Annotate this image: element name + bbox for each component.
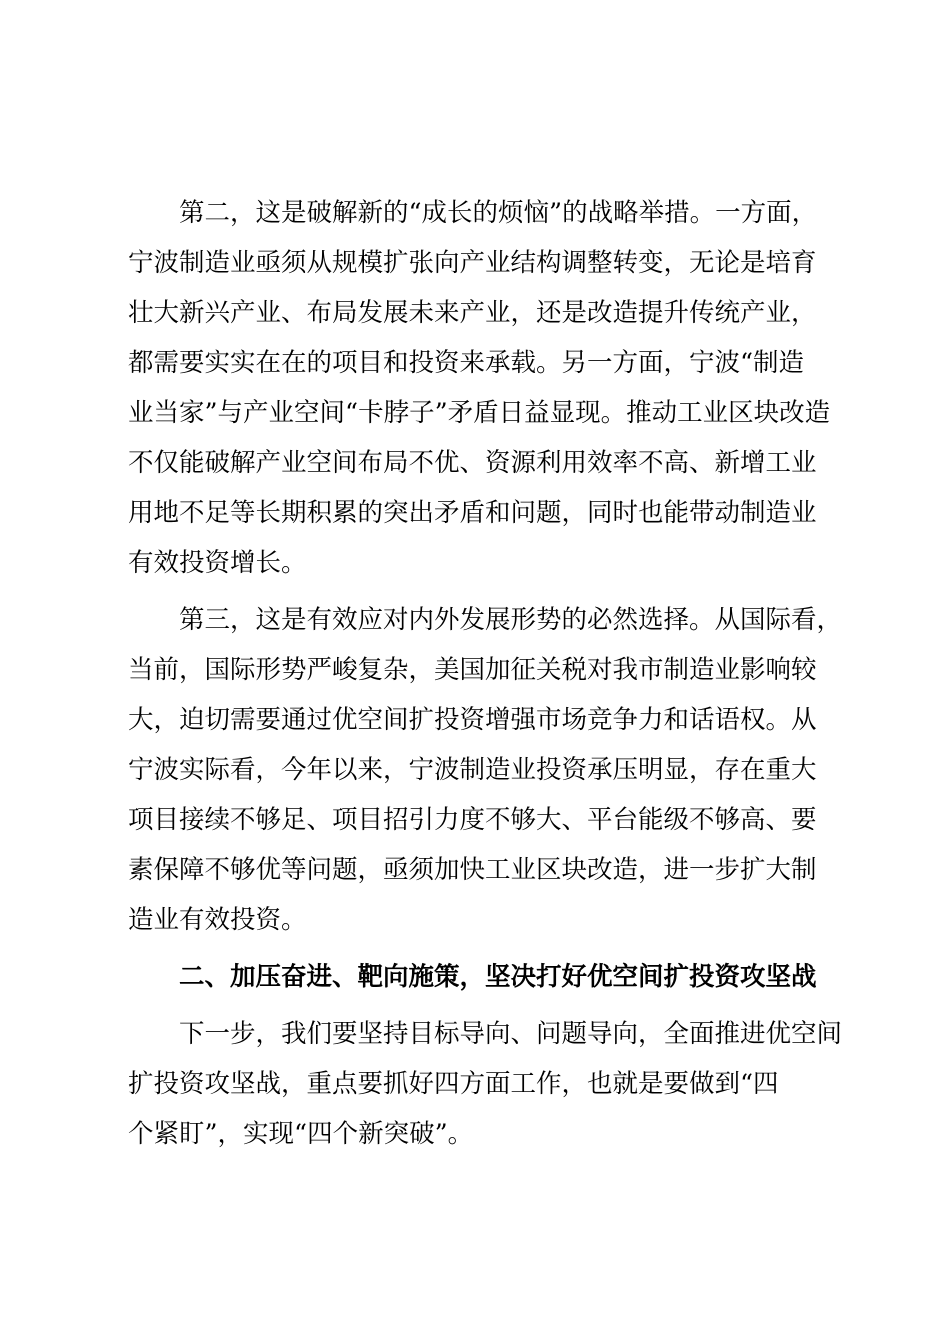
- paragraph-line: 当前，国际形势严峻复杂，美国加征关税对我市制造业影响较: [128, 655, 817, 685]
- paragraph-second-point: [128, 188, 848, 588]
- paragraph-line: 扩投资攻坚战，重点要抓好四方面工作，也就是要做到“四: [128, 1069, 779, 1099]
- paragraph-line: 壮大新兴产业、布局发展未来产业，还是改造提升传统产业，: [128, 298, 817, 328]
- paragraph-line: 用地不足等长期积累的突出矛盾和问题，同时也能带动制造业: [128, 498, 817, 528]
- paragraph-line: 宁波实际看，今年以来，宁波制造业投资承压明显，存在重大: [128, 755, 817, 785]
- paragraph-line: 项目接续不够足、项目招引力度不够大、平台能级不够高、要: [128, 805, 817, 835]
- section-heading-block: [128, 952, 848, 1002]
- paragraph-line: 大，迫切需要通过优空间扩投资增强市场竞争力和话语权。从: [128, 705, 817, 735]
- paragraph-line: 第三，这是有效应对内外发展形势的必然选择。从国际看，: [179, 605, 843, 635]
- paragraph-line: 不仅能破解产业空间布局不优、资源利用效率不高、新增工业: [128, 448, 817, 478]
- paragraph-line: 个紧盯”，实现“四个新突破”。: [128, 1119, 474, 1149]
- paragraph-line: 第二，这是破解新的“成长的烦恼”的战略举措。一方面，: [179, 198, 818, 228]
- paragraph-line: 下一步，我们要坚持目标导向、问题导向，全面推进优空间: [179, 1019, 843, 1049]
- document-body: [128, 188, 848, 1166]
- paragraph-line: 都需要实实在在的项目和投资来承载。另一方面，宁波“制造: [128, 348, 805, 378]
- paragraph-line: 有效投资增长。: [128, 548, 307, 578]
- paragraph-line: 素保障不够优等问题，亟须加快工业区块改造，进一步扩大制: [128, 855, 817, 885]
- paragraph-next-steps: [128, 1009, 848, 1159]
- paragraph-third-point: [128, 595, 848, 945]
- paragraph-line: 宁波制造业亟须从规模扩张向产业结构调整转变，无论是培育: [128, 248, 817, 278]
- paragraph-line: 业当家”与产业空间“卡脖子”矛盾日益显现。推动工业区块改造: [128, 398, 831, 428]
- paragraph-line: 造业有效投资。: [128, 905, 307, 935]
- section-heading: 二、加压奋进、靶向施策，坚决打好优空间扩投资攻坚战: [179, 962, 817, 992]
